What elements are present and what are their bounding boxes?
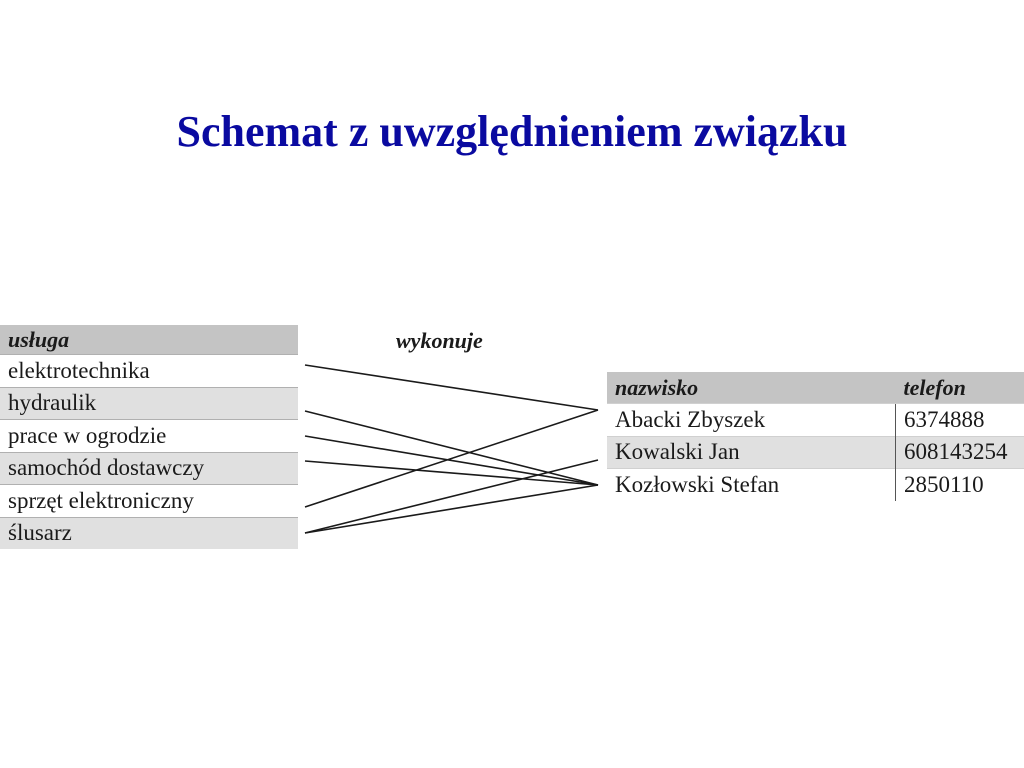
service-row: elektrotechnika <box>0 355 298 388</box>
person-phone: 2850110 <box>896 469 1024 501</box>
relation-label: wykonuje <box>396 328 483 353</box>
link-line <box>305 461 598 485</box>
person-name: Kowalski Jan <box>607 436 896 469</box>
link-line <box>305 411 598 485</box>
services-header: usługa <box>0 325 298 355</box>
person-phone: 608143254 <box>896 436 1024 469</box>
link-line <box>305 436 598 485</box>
service-row: hydraulik <box>0 387 298 420</box>
service-row: ślusarz <box>0 517 298 549</box>
link-line <box>305 365 598 410</box>
person-name: Abacki Zbyszek <box>607 404 896 437</box>
service-row: sprzęt elektroniczny <box>0 485 298 518</box>
surname-header: nazwisko <box>607 372 896 404</box>
person-name: Kozłowski Stefan <box>607 469 896 501</box>
link-line <box>305 460 598 533</box>
page-title: Schemat z uwzględnieniem związku <box>176 107 848 156</box>
service-row: samochód dostawczy <box>0 452 298 485</box>
person-phone: 6374888 <box>896 404 1024 437</box>
service-row: prace w ogrodzie <box>0 420 298 453</box>
phone-header: telefon <box>896 372 1024 404</box>
